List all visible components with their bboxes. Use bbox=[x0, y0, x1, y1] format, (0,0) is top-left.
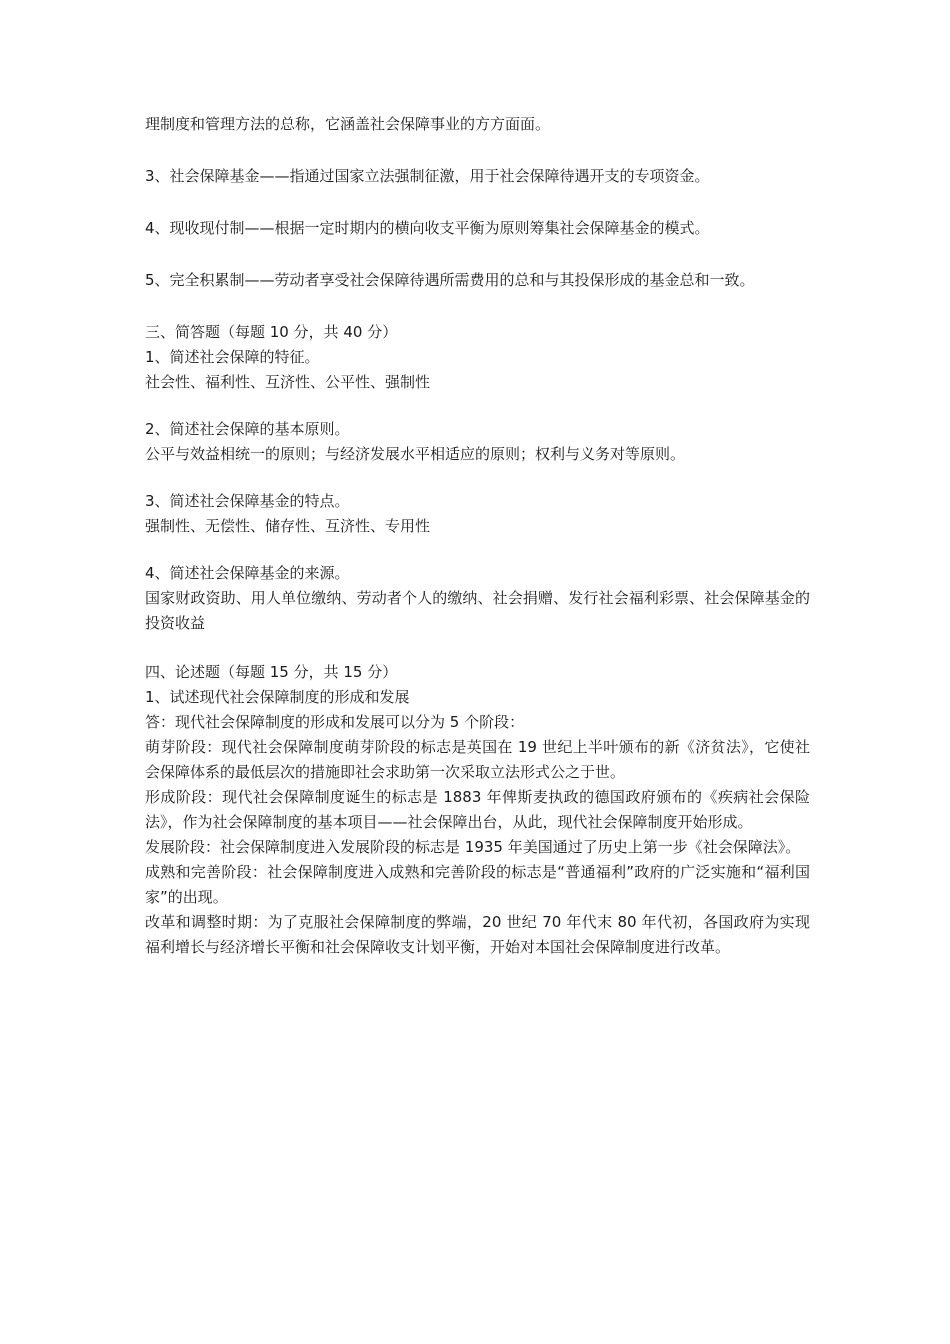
question-3: 3、简述社会保障基金的特点。 bbox=[145, 492, 350, 510]
essay-stage-2: 形成阶段：现代社会保障制度诞生的标志是 1883 年俾斯麦执政的德国政府颁布的《疾病社会保险法》，作为社会保障制度的基本项目——社会保障出台，从此，现代社会保障制度开始形成。 bbox=[145, 788, 810, 831]
question-4: 4、简述社会保障基金的来源。 bbox=[145, 564, 350, 582]
essay-stage-3: 发展阶段：社会保障制度进入发展阶段的标志是 1935 年美国通过了历史上第一步《社会保障法》。 bbox=[145, 838, 801, 856]
definition-item-3: 3、社会保障基金——指通过国家立法强制征激，用于社会保障待遇开支的专项资金。 bbox=[145, 167, 710, 185]
definition-continuation: 理制度和管理方法的总称，它涵盖社会保障事业的方方面面。 bbox=[145, 115, 551, 133]
answer-4: 国家财政资助、用人单位缴纳、劳动者个人的缴纳、社会捐赠、发行社会福利彩票、社会保障基金的投资收益 bbox=[145, 589, 810, 632]
question-1: 1、简述社会保障的特征。 bbox=[145, 348, 320, 366]
answer-3: 强制性、无偿性、储存性、互济性、专用性 bbox=[145, 517, 431, 535]
essay-stage-4: 成熟和完善阶段：社会保障制度进入成熟和完善阶段的标志是“普通福利”政府的广泛实施和“福利国家”的出现。 bbox=[145, 863, 810, 906]
essay-stage-1: 萌芽阶段：现代社会保障制度萌芽阶段的标志是英国在 19 世纪上半叶颁布的新《济贫法》，它使社会保障体系的最低层次的措施即社会求助第一次采取立法形式公之于世。 bbox=[145, 738, 810, 781]
answer-2: 公平与效益相统一的原则；与经济发展水平相适应的原则；权利与义务对等原则。 bbox=[145, 445, 686, 463]
question-2: 2、简述社会保障的基本原则。 bbox=[145, 420, 350, 438]
document-page bbox=[145, 112, 810, 960]
definition-item-4: 4、现收现付制——根据一定时期内的横向收支平衡为原则筹集社会保障基金的模式。 bbox=[145, 219, 710, 237]
answer-1: 社会性、福利性、互济性、公平性、强制性 bbox=[145, 373, 431, 391]
section-heading-essay: 四、论述题（每题 15 分，共 15 分） bbox=[145, 663, 398, 681]
essay-answer-intro: 答：现代社会保障制度的形成和发展可以分为 5 个阶段： bbox=[145, 713, 525, 731]
section-heading-short-answer: 三、简答题（每题 10 分，共 40 分） bbox=[145, 323, 398, 341]
essay-stage-5: 改革和调整时期：为了克服社会保障制度的弊端，20 世纪 70 年代末 80 年代初，各国政府为实现福利增长与经济增长平衡和社会保障收支计划平衡，开始对本国社会保障制度进行改革。 bbox=[145, 913, 810, 956]
essay-question-1: 1、试述现代社会保障制度的形成和发展 bbox=[145, 688, 410, 706]
definition-item-5: 5、完全积累制——劳动者享受社会保障待遇所需费用的总和与其投保形成的基金总和一致。 bbox=[145, 271, 755, 289]
